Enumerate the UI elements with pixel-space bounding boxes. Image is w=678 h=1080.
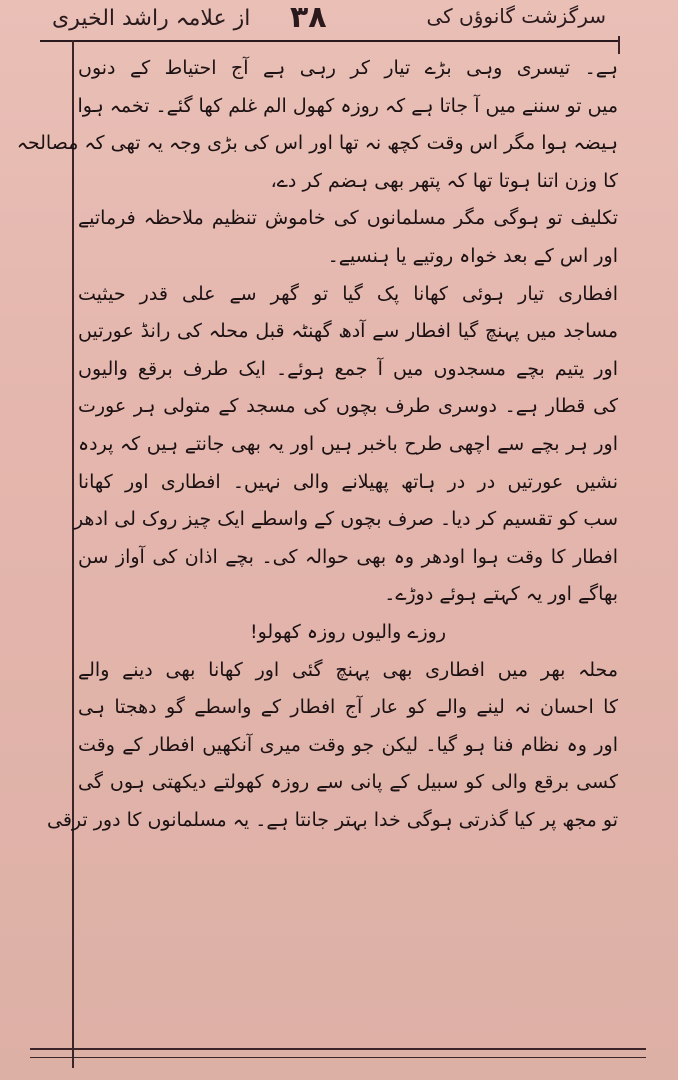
text-line: کسی برقع والی کو سبیل کے پانی سے روزہ کھولتے دیکھتی ہوں گی <box>78 771 618 794</box>
text-line: میں تو سننے میں آ جاتا ہے کہ روزہ کھول الم غلم کھا گئے۔ تخمہ ہوا <box>77 94 618 117</box>
text-line: کا وزن اتنا ہوتا تھا کہ پتھر بھی ہضم کر دے، <box>270 169 618 192</box>
text-line: تکلیف تو ہوگی مگر مسلمانوں کی خاموش تنظیم ملاحظہ فرماتیے <box>78 207 618 230</box>
text-line: افطار کا وقت ہوا اودھر وہ بھی حوالہ کی۔ بچے اذان کی آواز سن <box>78 545 618 568</box>
text-line: کی قطار ہے۔ دوسری طرف بچوں کی مسجد کے متولی ہر عورت <box>78 395 618 418</box>
text-line: بھاگے اور یہ کہتے ہوئے دوڑے۔ <box>384 583 618 606</box>
body-text <box>16 50 618 839</box>
text-line: تو مجھ پر کیا گذرتی ہوگی خدا بہتر جانتا ہے۔ یہ مسلمانوں کا دور ترقی <box>47 808 618 831</box>
margin-rule <box>72 40 74 1068</box>
text-line: مساجد میں پہنچ گیا افطار سے آدھ گھنٹہ قبل محلہ کی رانڈ عورتیں <box>78 320 618 343</box>
text-line: اور وہ نظام فنا ہو گیا۔ لیکن جو وقت میری آنکھیں افطار کے وقت <box>78 733 618 756</box>
header-title: سرگزشت گانوؤں کی <box>426 4 606 28</box>
header-rule <box>40 40 620 42</box>
page-number: ۳۸ <box>290 0 327 35</box>
footer-rule-thin <box>30 1057 646 1058</box>
text-line: افطاری تیار ہوئی کھانا پک گیا تو گھر سے علی قدر حیثیت <box>78 282 618 305</box>
text-line: اور یتیم بچے مسجدوں میں آ جمع ہوئے۔ ایک طرف برقع والیوں <box>78 357 618 380</box>
text-line: نشیں عورتیں در در ہاتھ پھیلانے والی نہیں۔ افطاری اور کھانا <box>78 470 618 493</box>
text-line: اور اس کے بعد خواہ روتیے یا ہنسیے۔ <box>327 244 618 267</box>
page-header <box>0 0 678 40</box>
text-line: ہیضہ ہوا مگر اس وقت کچھ نہ تھا اور اس کی بڑی وجہ یہ تھی کہ مصالحہ <box>16 132 618 155</box>
header-tick-rule <box>618 36 620 54</box>
text-line: محلہ بھر میں افطاری بھی پہنچ گئی اور کھانا بھی دینے والے <box>78 658 618 681</box>
text-line: ہے۔ تیسری وہی بڑے تیار کر رہی ہے آج احتیاط کے دنوں <box>78 57 618 79</box>
text-line: روزے والیوں روزہ کھولو! <box>249 620 447 643</box>
text-line: اور ہر بچے سے اچھی طرح باخبر ہیں اور یہ بھی جانتے ہیں کہ پردہ <box>78 432 618 455</box>
text-line: کا احسان نہ لینے والے کو عار آج افطار کے واسطے گو دھجتا ہی <box>78 696 618 719</box>
header-author: از علامہ راشد الخیری <box>52 6 251 31</box>
text-line: سب کو تقسیم کر دیا۔ صرف بچوں کے واسطے ایک چیز روک لی ادھر <box>73 508 618 531</box>
footer-rule <box>30 1048 646 1050</box>
